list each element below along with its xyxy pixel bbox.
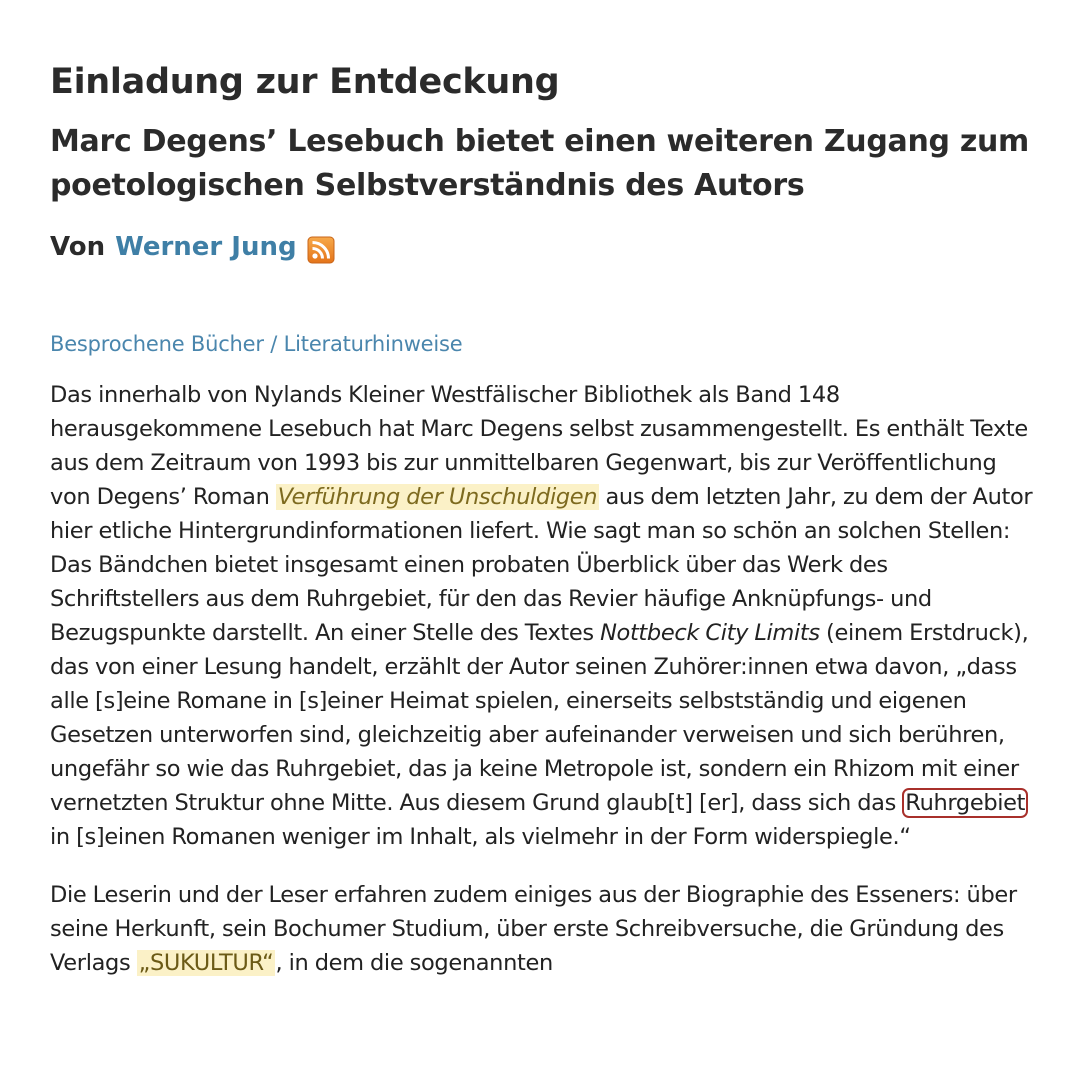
rss-feed-icon[interactable]: [307, 236, 335, 264]
publisher-highlight[interactable]: „SUKULTUR“: [138, 950, 274, 976]
novel-title-highlight[interactable]: Verführung der Unschuldigen: [277, 484, 598, 510]
body-paragraph-2: [50, 878, 1040, 980]
article-subtitle: Marc Degens’ Lesebuch bietet einen weiteren Zugang zum poetologischen Selbstverständnis des Autors: [50, 124, 1030, 203]
paragraph-text: aus dem letzten Jahr, zu dem der Autor hier etliche Hintergrundinformationen liefert. Wie sagt man so schön an solchen Stellen: Das Bändchen bietet insgesamt einen probaten Überblick über das Werk des Schriftstellers aus dem Ruhrgebiet, für den das Revier häufige Anknüpfungs- und Bezugspunkte darstellt. An einer Stelle des Textes: [50, 484, 1033, 646]
byline: [50, 230, 1040, 264]
author-link[interactable]: Werner Jung: [115, 232, 297, 262]
byline-prefix: Von: [50, 232, 106, 262]
paragraph-text: in [s]einen Romanen weniger im Inhalt, als vielmehr in der Form widerspiegle.“: [50, 824, 911, 850]
paragraph-text: Das innerhalb von Nylands Kleiner Westfälischer Bibliothek als Band 148 herausgekommene Lesebuch hat Marc Degens selbst zusammengestellt. Es enthält Texte aus dem Zeitraum von 1993 bis zur unmittelbaren Gegenwart, bis zur Veröffentlichung von Degens’ Roman: [50, 382, 1028, 510]
paragraph-text: , in dem die sogenannten: [275, 950, 553, 976]
reviewed-books-link[interactable]: Besprochene Bücher / Literaturhinweise: [50, 332, 463, 356]
work-title: Nottbeck City Limits: [600, 620, 820, 646]
article-title: Einladung zur Entdeckung: [50, 62, 560, 102]
paragraph-text: (einem Erstdruck), das von einer Lesung handelt, erzählt der Autor seinen Zuhörer:innen etwa davon, „dass alle [s]eine Romane in [s]einer Heimat spielen, einerseits selbstständig und eigenen Gesetzen unterworfen sind, gleichzeitig aber aufeinander verweisen und sich berühren, ungefähr so wie das Ruhrgebiet, das ja keine Metropole ist, sondern ein Rhizom mit einer vernetzten Struktur ohne Mitte. Aus diesem Grund glaub[t] [er], dass sich das: [50, 620, 1029, 816]
ruhrgebiet-annotation-box[interactable]: Ruhrgebiet: [902, 788, 1028, 818]
body-paragraph-1: [50, 378, 1040, 854]
paragraph-text: Die Leserin und der Leser erfahren zudem einiges aus der Biographie des Esseners: über seine Herkunft, sein Bochumer Studium, über erste Schreibversuche, die Gründung des Verlags: [50, 882, 1017, 976]
